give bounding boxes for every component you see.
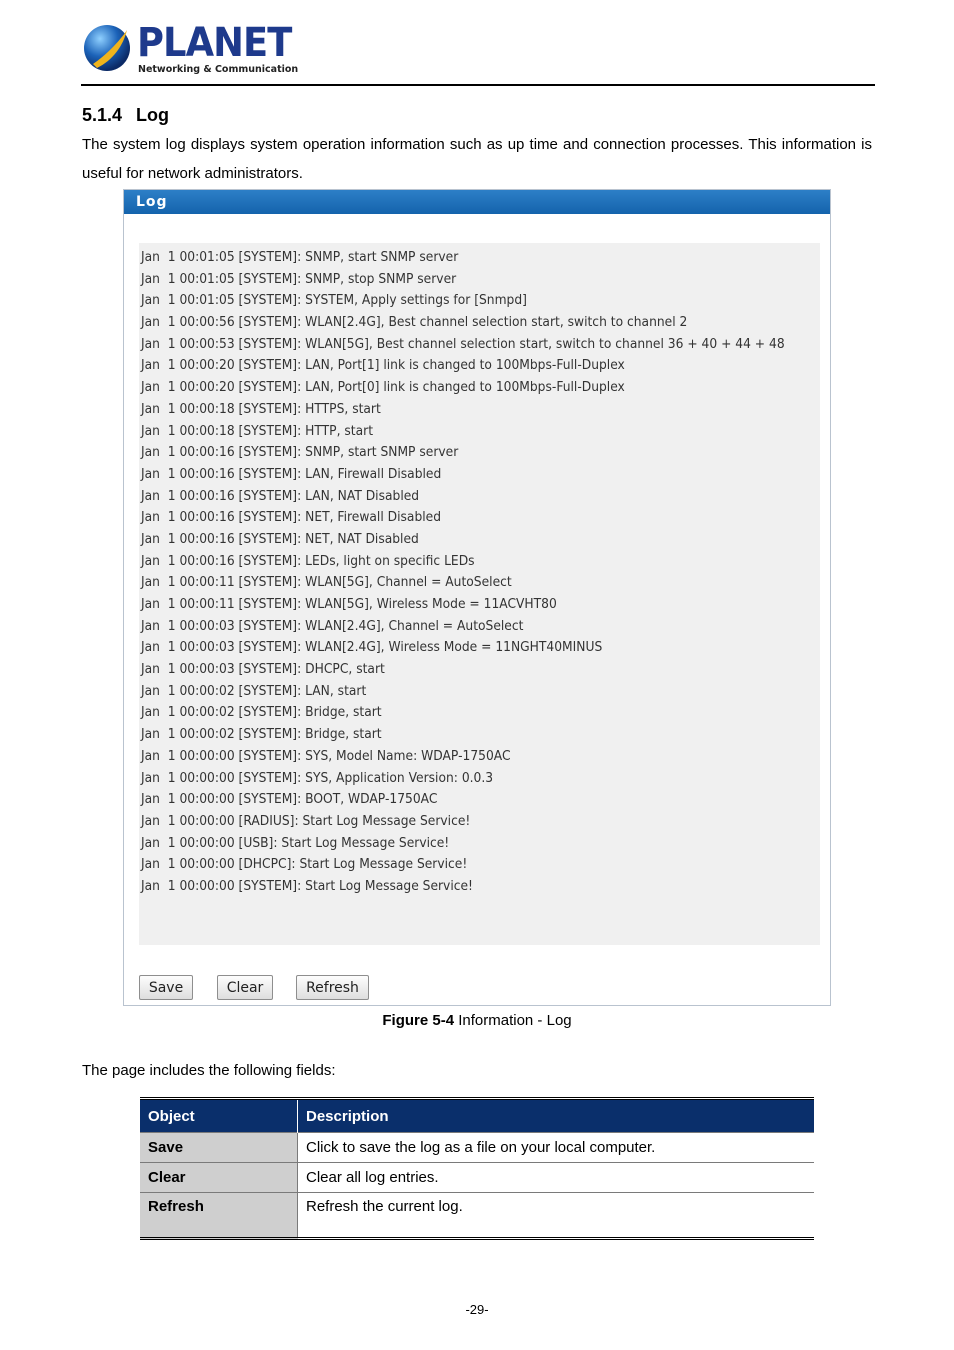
refresh-button[interactable]: Refresh	[296, 975, 369, 1000]
log-entry: Jan 1 00:01:05 [SYSTEM]: SYSTEM, Apply settings for [Snmpd]	[141, 292, 527, 309]
section-number: 5.1.4	[82, 105, 123, 125]
table-cell-description: Clear all log entries.	[298, 1163, 815, 1193]
fields-table	[140, 1097, 814, 1240]
log-entry: Jan 1 00:00:11 [SYSTEM]: WLAN[5G], Channel = AutoSelect	[141, 574, 512, 591]
log-entry: Jan 1 00:00:02 [SYSTEM]: Bridge, start	[141, 704, 382, 721]
table-cell-description: Refresh the current log.	[298, 1193, 815, 1239]
table-cell-object: Save	[140, 1133, 298, 1163]
table-row	[140, 1163, 814, 1193]
page-number: -29-	[465, 1302, 489, 1317]
table-cell-description: Click to save the log as a file on your local computer.	[298, 1133, 815, 1163]
table-row	[140, 1133, 814, 1163]
log-entry: Jan 1 00:00:16 [SYSTEM]: NET, NAT Disabled	[141, 530, 419, 547]
brand-name: PLANET	[137, 20, 292, 66]
page-header	[81, 20, 875, 86]
log-entry: Jan 1 00:00:00 [SYSTEM]: Start Log Message Service!	[141, 877, 473, 894]
log-entry: Jan 1 00:01:05 [SYSTEM]: SNMP, stop SNMP server	[141, 270, 457, 287]
log-entry: Jan 1 00:00:00 [SYSTEM]: SYS, Model Name: WDAP-1750AC	[141, 747, 511, 764]
log-entry: Jan 1 00:00:03 [SYSTEM]: WLAN[2.4G], Channel = AutoSelect	[141, 617, 524, 634]
log-entry: Jan 1 00:00:16 [SYSTEM]: SNMP, start SNMP server	[141, 444, 459, 461]
save-button[interactable]: Save	[139, 975, 193, 1000]
table-header-row	[140, 1099, 814, 1133]
brand-tagline: Networking & Communication	[138, 64, 299, 75]
log-entry: Jan 1 00:00:16 [SYSTEM]: NET, Firewall Disabled	[141, 509, 442, 526]
log-entry: Jan 1 00:00:03 [SYSTEM]: WLAN[2.4G], Wireless Mode = 11NGHT40MINUS	[141, 639, 603, 656]
log-entry: Jan 1 00:00:16 [SYSTEM]: LAN, Firewall Disabled	[141, 465, 442, 482]
log-entry: Jan 1 00:00:56 [SYSTEM]: WLAN[2.4G], Best channel selection start, switch to channel 2	[141, 314, 688, 331]
log-entry: Jan 1 00:00:00 [USB]: Start Log Message Service!	[141, 834, 450, 851]
section-heading	[82, 105, 169, 126]
table-header-object: Object	[140, 1099, 298, 1133]
log-entry: Jan 1 00:01:05 [SYSTEM]: SNMP, start SNMP server	[141, 249, 459, 265]
log-entry: Jan 1 00:00:20 [SYSTEM]: LAN, Port[1] link is changed to 100Mbps-Full-Duplex	[141, 357, 625, 374]
section-intro: The system log displays system operation information such as up time and connection processes. This information is useful for network administrators.	[82, 136, 872, 182]
log-entry: Jan 1 00:00:02 [SYSTEM]: Bridge, start	[141, 726, 382, 743]
fields-intro: The page includes the following fields:	[82, 1062, 336, 1079]
log-entry: Jan 1 00:00:18 [SYSTEM]: HTTP, start	[141, 422, 374, 439]
table-cell-object: Refresh	[140, 1193, 298, 1239]
log-entry: Jan 1 00:00:03 [SYSTEM]: DHCPC, start	[141, 661, 385, 678]
figure-caption	[0, 1012, 954, 1029]
planet-globe-icon	[83, 24, 131, 72]
log-entry: Jan 1 00:00:00 [SYSTEM]: SYS, Application Version: 0.0.3	[141, 769, 494, 786]
log-entry: Jan 1 00:00:53 [SYSTEM]: WLAN[5G], Best channel selection start, switch to channel 36 + 40 + 44 + 48	[141, 335, 785, 352]
log-entry: Jan 1 00:00:02 [SYSTEM]: LAN, start	[141, 682, 367, 699]
log-entry: Jan 1 00:00:20 [SYSTEM]: LAN, Port[0] link is changed to 100Mbps-Full-Duplex	[141, 379, 625, 396]
table-header-description: Description	[298, 1099, 815, 1133]
log-entry: Jan 1 00:00:00 [DHCPC]: Start Log Message Service!	[141, 856, 468, 873]
log-entry: Jan 1 00:00:16 [SYSTEM]: LAN, NAT Disabled	[141, 487, 420, 504]
clear-button[interactable]: Clear	[217, 975, 273, 1000]
log-entry: Jan 1 00:00:18 [SYSTEM]: HTTPS, start	[141, 400, 381, 417]
figure-label: Figure 5-4	[382, 1012, 455, 1029]
figure-text: Information - Log	[454, 1012, 572, 1029]
log-textarea[interactable]	[139, 243, 820, 945]
table-cell-object: Clear	[140, 1163, 298, 1193]
table-row	[140, 1193, 814, 1239]
log-panel-title: Log	[124, 190, 830, 214]
log-panel	[123, 189, 831, 1006]
log-entry: Jan 1 00:00:00 [RADIUS]: Start Log Message Service!	[141, 812, 471, 829]
log-list	[141, 247, 848, 898]
section-title: Log	[136, 105, 170, 125]
log-entry: Jan 1 00:00:16 [SYSTEM]: LEDs, light on specific LEDs	[141, 552, 475, 569]
log-entry: Jan 1 00:00:00 [SYSTEM]: BOOT, WDAP-1750AC	[141, 791, 438, 808]
log-entry: Jan 1 00:00:11 [SYSTEM]: WLAN[5G], Wireless Mode = 11ACVHT80	[141, 596, 557, 612]
